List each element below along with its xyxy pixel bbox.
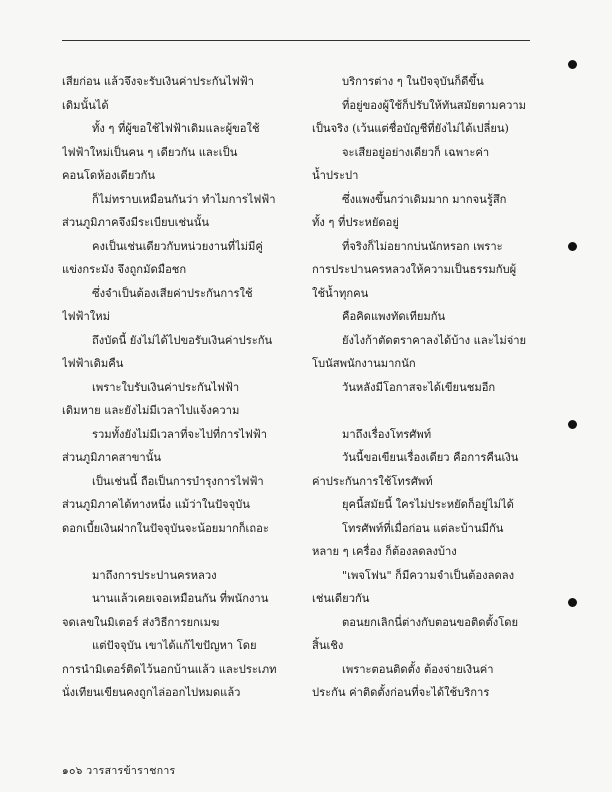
text-line: หลาย ๆ เครื่อง ก็ต้องลดลงบ้าง: [312, 545, 457, 558]
text-line: ประกัน ค่าติดตั้งก่อนที่จะได้ใช้บริการ: [312, 686, 490, 699]
text-line: เป็นจริง (เว้นแต่ชื่อบัญชีที่ยังไม่ได้เปลี่ยน): [312, 122, 509, 135]
text-line: ไฟฟ้าใหม่เป็นคน ๆ เดียวกัน และเป็น: [62, 145, 238, 159]
text-line: คือคิดแพงทัดเทียมกัน: [342, 310, 446, 323]
text-line: "เพจโฟน" ก็มีความจำเป็นต้องลดลง: [342, 568, 515, 582]
text-line: น้ำประปา: [312, 169, 359, 182]
text-line: นั่งเทียนเขียนคงถูกไล่ออกไปหมดแล้ว: [62, 686, 241, 699]
text-line: ยุคนี้สมัยนี้ ใครไม่ประหยัดก็อยู่ไม่ได้: [342, 498, 514, 511]
text-line: ส่วนภูมิภาคสาขานั้น: [62, 451, 161, 464]
punch-hole-mark: [568, 242, 577, 251]
punch-hole-mark: [568, 60, 577, 69]
text-line: รวมทั้งยังไม่มีเวลาที่จะไปที่การไฟฟ้า: [92, 427, 267, 441]
text-line: คงเป็นเช่นเดียวกับหน่วยงานที่ไม่มีคู่: [92, 239, 263, 253]
text-line: การนำมิเตอร์ติดไว้นอกบ้านแล้ว และประเภท: [62, 662, 277, 676]
text-line: ซึ่งแพงขึ้นกว่าเดิมมาก มากจนรู้สึก: [342, 192, 507, 206]
text-line: เดิมหาย และยังไม่มีเวลาไปแจ้งความ: [62, 404, 240, 417]
text-line: แข่งกระมัง จึงถูกมัดมือชก: [62, 263, 187, 276]
text-line: ส่วนภูมิภาคจึงมีระเบียบเช่นนั้น: [62, 216, 209, 229]
text-line: วันนี้ขอเขียนเรื่องเดียว คือการคืนเงิน: [342, 451, 519, 464]
punch-hole-mark: [568, 598, 577, 607]
text-line: เสียก่อน แล้วจึงจะรับเงินค่าประกันไฟฟ้า: [62, 75, 254, 88]
text-line: ที่อยู่ของผู้ใช้ก็ปรับให้ทันสมัยตามความ: [342, 98, 527, 112]
text-line: โทรศัพท์ที่เมื่อก่อน แต่ละบ้านมีกัน: [342, 521, 504, 535]
text-line: เพราะใบรับเงินค่าประกันไฟฟ้า: [92, 380, 240, 394]
text-line: จดเลขในมิเตอร์ ส่งวิธีการยกเมฆ: [62, 615, 220, 629]
right-text-column: [312, 70, 540, 705]
text-line: ก็ไม่ทราบเหมือนกันว่า ทำไมการไฟฟ้า: [92, 192, 276, 206]
top-rule: [62, 40, 530, 41]
text-line: คอนโดห้องเดียวกัน: [62, 169, 156, 182]
paragraph-gap: [312, 399, 540, 423]
text-line: ถึงบัดนี้ ยังไม่ได้ไปขอรับเงินค่าประกัน: [92, 333, 273, 347]
text-line: แต่ปัจจุบัน เขาได้แก้ไขปัญหา โดย: [92, 639, 257, 652]
text-line: เช่นเดียวกัน: [312, 592, 370, 605]
text-line: สิ้นเชิง: [312, 639, 344, 652]
text-line: เป็นเช่นนี้ ถือเป็นการบำรุงการไฟฟ้า: [92, 474, 264, 488]
text-line: ไฟฟ้าใหม่: [62, 310, 110, 323]
text-line: ค่าประกันการใช้โทรศัพท์: [312, 474, 433, 488]
text-line: ส่วนภูมิภาคได้ทางหนึ่ง แม้ว่าในปัจจุบัน: [62, 498, 250, 511]
page-number: ๑๐๖: [62, 765, 83, 777]
paragraph-gap: [62, 540, 290, 564]
text-line: ใช้น้ำทุกคน: [312, 286, 369, 300]
left-text-column: [62, 70, 290, 705]
text-line: มาถึงการประปานครหลวง: [92, 568, 217, 582]
text-line: บริการต่าง ๆ ในปัจจุบันก็ดีขึ้น: [342, 75, 484, 88]
journal-title: วารสารข้าราชการ: [86, 765, 176, 777]
text-line: ดอกเบี้ยเงินฝากในปัจจุบันจะน้อยมากก็เถอะ: [62, 521, 269, 535]
text-line: ตอนยกเลิกนี่ต่างกับตอนขอติดตั้งโดย: [342, 615, 519, 629]
text-line: นานแล้วเคยเจอเหมือนกัน ที่พนักงาน: [92, 592, 269, 605]
text-line: เพราะตอนติดตั้ง ต้องจ่ายเงินค่า: [342, 662, 494, 676]
text-line: ที่จริงก็ไม่อยากบ่นนักหรอก เพราะ: [342, 239, 503, 253]
text-line: จะเสียอยู่อย่างเดียวก็ เฉพาะค่า: [342, 145, 490, 159]
text-line: เดิมนั้นได้: [62, 98, 109, 112]
text-line: ซึ่งจำเป็นต้องเสียค่าประกันการใช้: [92, 286, 253, 300]
text-line: มาถึงเรื่องโทรศัพท์: [342, 427, 432, 441]
text-line: การประปานครหลวงให้ความเป็นธรรมกับผู้: [312, 263, 517, 276]
page-footer: [62, 762, 176, 779]
punch-hole-mark: [568, 420, 577, 429]
text-line: วันหลังมีโอกาสจะได้เขียนชมอีก: [342, 380, 496, 394]
text-line: ทั้ง ๆ ที่ประหยัดอยู่: [312, 216, 399, 229]
text-line: ทั้ง ๆ ที่ผู้ขอใช้ไฟฟ้าเดิมและผู้ขอใช้: [92, 122, 260, 135]
text-line: โบนัสพนักงานมากนัก: [312, 357, 416, 370]
text-line: ยังไงก้าตัดตราคาลงได้บ้าง และไม่จ่าย: [342, 333, 527, 347]
text-line: ไฟฟ้าเดิมคืน: [62, 357, 124, 370]
